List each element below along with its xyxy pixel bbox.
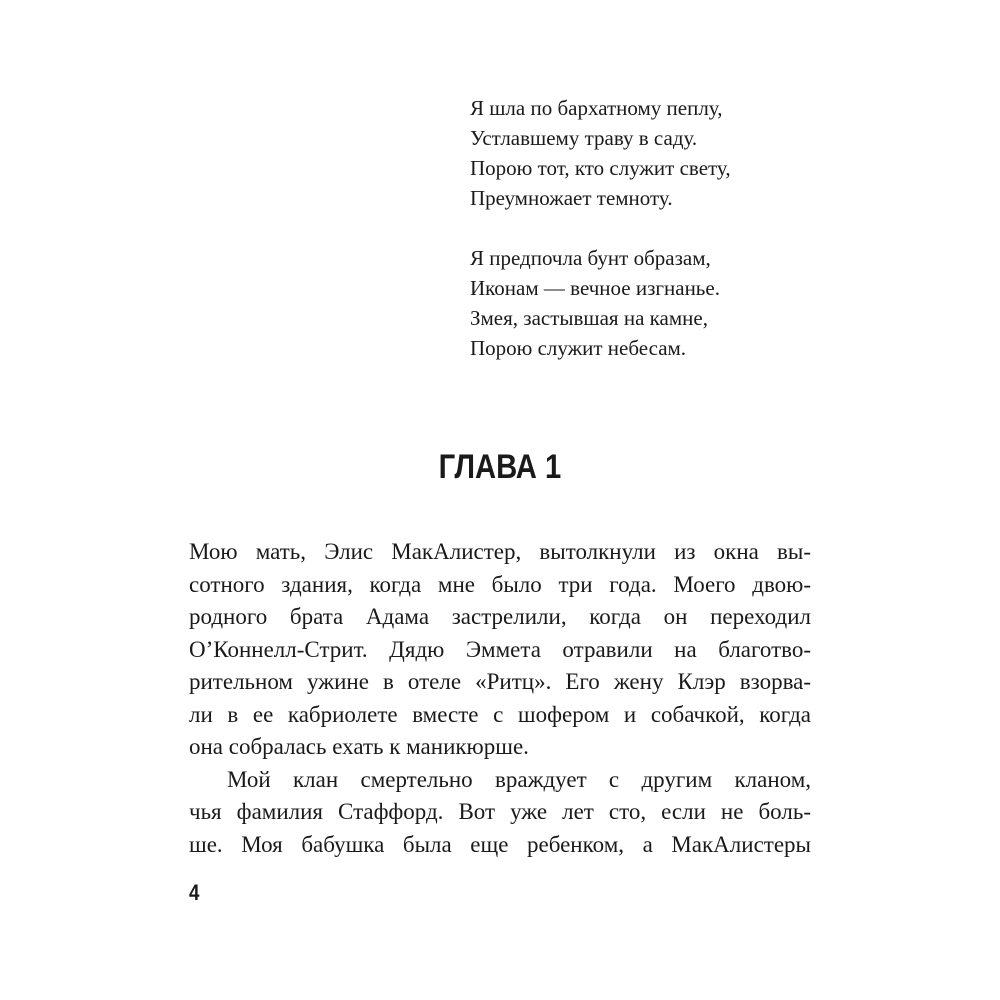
page-number: 4 xyxy=(189,880,200,905)
text-line: О’Коннелл-Стрит. Дядю Эммета отравили на благотво- xyxy=(189,636,811,662)
chapter-title: ГЛАВА 1 xyxy=(438,448,562,486)
poem-line: Порою тот, кто служит свету, xyxy=(470,156,731,180)
poem-line: Преумножает темноту. xyxy=(470,186,673,210)
text-line: ли в ее кабриолете вместе с шофером и собачкой, когда xyxy=(189,701,811,727)
text-line: родного брата Адама застрелили, когда он переходил xyxy=(189,604,811,629)
text-line: ше. Моя бабушка была еще ребенком, а МакАлистеры xyxy=(189,831,811,857)
text-line: Мою мать, Элис МакАлистер, вытолкнули из окна вы- xyxy=(189,539,811,564)
poem-line: Я предпочла бунт образам, xyxy=(470,246,711,270)
text-line: Мой клан смертельно враждует с другим кланом, xyxy=(227,766,811,792)
poem-line: Я шла по бархатному пеплу, xyxy=(470,96,723,120)
chapter-body-text xyxy=(189,536,811,861)
text-line: рительном ужине в отеле «Ритц». Его жену Клэр взорва- xyxy=(189,669,811,694)
text-line: чья фамилия Стаффорд. Вот уже лет сто, если не боль- xyxy=(189,799,811,824)
text-line: сотного здания, когда мне было три года. Моего двою- xyxy=(189,571,811,597)
poem-line: Змея, застывшая на камне, xyxy=(470,306,708,330)
poem-stanza-2 xyxy=(470,243,850,363)
poem-line: Иконам — вечное изгнанье. xyxy=(470,276,720,300)
text-line: она собралась ехать к маникюрше. xyxy=(189,734,529,759)
poem-line: Устлавшему траву в саду. xyxy=(470,126,698,150)
poem-stanza-1 xyxy=(470,93,850,213)
poem-line: Порою служит небесам. xyxy=(470,336,687,360)
epigraph-poem xyxy=(470,93,850,363)
